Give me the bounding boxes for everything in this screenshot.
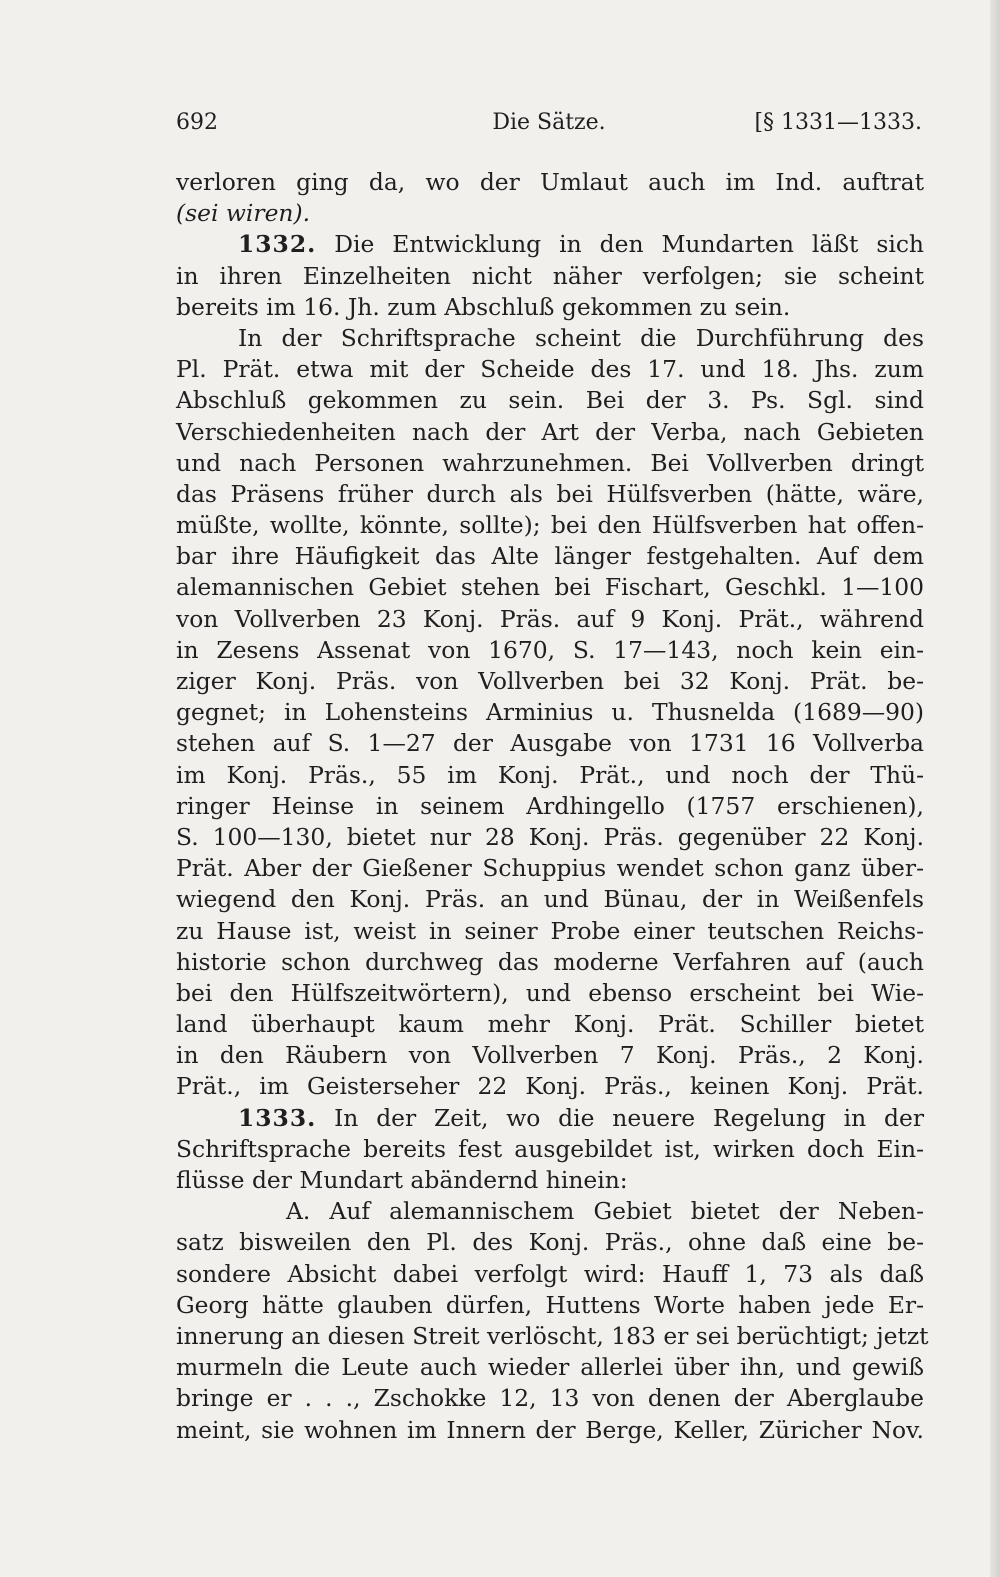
- text-line: [176, 167, 924, 198]
- text-line: [176, 666, 924, 697]
- line-text: In der Schriftsprache scheint die Durchführung des: [238, 323, 924, 352]
- text-line: [176, 1009, 924, 1040]
- text-line: [176, 604, 924, 635]
- line-text: Abschluß gekommen zu sein. Bei der 3. Ps. Sgl. sind: [176, 386, 924, 415]
- line-text: land überhaupt kaum mehr Konj. Prät. Schiller bietet: [176, 1010, 924, 1039]
- text-line: [176, 1134, 924, 1165]
- line-text: verloren ging da, wo der Umlaut auch im Ind. auftrat: [176, 168, 924, 196]
- section-range: [§ 1331—1333.: [754, 110, 922, 135]
- text-line: [176, 198, 924, 229]
- text-line: [176, 1321, 929, 1352]
- text-line: [176, 292, 924, 323]
- text-line: [176, 1040, 924, 1071]
- line-text: das Präsens früher durch als bei Hülfsverben (hätte, wäre,: [176, 479, 924, 508]
- page-edge: [990, 0, 1000, 1577]
- running-header: [176, 110, 922, 140]
- text-line: [176, 884, 924, 915]
- line-text: historie schon durchweg das moderne Verfahren auf (auch: [176, 947, 924, 976]
- line-text: Verschiedenheiten nach der Art der Verba, nach Gebieten: [176, 417, 924, 446]
- line-text: In der Zeit, wo die neuere Regelung in der: [316, 1103, 924, 1132]
- section-number: 1332.: [238, 230, 317, 259]
- text-line: [176, 385, 924, 416]
- line-text: in Zesens Assenat von 1670, S. 17—143, noch kein ein-: [176, 635, 924, 664]
- text-line: [176, 697, 924, 728]
- body-text: [176, 167, 929, 1446]
- text-line: [176, 728, 924, 759]
- line-text: Prät., im Geisterseher 22 Konj. Präs., keinen Konj. Prät.: [176, 1072, 924, 1101]
- page-number: 692: [176, 110, 218, 135]
- text-line: [176, 822, 924, 853]
- text-line: [176, 417, 924, 448]
- text-line: [176, 572, 924, 603]
- text-line: [176, 1227, 924, 1258]
- text-line: [176, 261, 924, 292]
- line-text: murmeln die Leute auch wieder allerlei über ihn, und gewiß: [176, 1353, 924, 1382]
- line-text: bereits im 16. Jh. zum Abschluß gekommen zu sein.: [176, 292, 791, 321]
- line-text: bei den Hülfszeitwörtern), und ebenso erscheint bei Wie-: [176, 978, 924, 1007]
- text-line: [176, 1290, 924, 1321]
- text-line: [176, 510, 924, 541]
- line-text: ringer Heinse in seinem Ardhingello (1757 erschienen),: [176, 791, 924, 820]
- line-text: wiegend den Konj. Präs. an und Bünau, der in Weißenfels: [176, 885, 924, 914]
- line-text: von Vollverben 23 Konj. Präs. auf 9 Konj. Prät., während: [176, 604, 924, 633]
- text-line: [176, 448, 924, 479]
- line-text: zu Hause ist, weist in seiner Probe einer teutschen Reichs-: [176, 916, 924, 945]
- text-line: [176, 1259, 924, 1290]
- line-text: alemannischen Gebiet stehen bei Fischart, Geschkl. 1—100: [176, 573, 924, 602]
- section-number: 1333.: [238, 1103, 317, 1132]
- text-line: [176, 1383, 924, 1414]
- line-text: Georg hätte glauben dürfen, Huttens Worte haben jede Er-: [176, 1290, 924, 1319]
- text-line: [176, 635, 924, 666]
- line-text: in ihren Einzelheiten nicht näher verfolgen; sie scheint: [176, 261, 924, 290]
- line-text: meint, sie wohnen im Innern der Berge, Keller, Züricher Nov.: [176, 1415, 924, 1444]
- text-line: [176, 1352, 924, 1383]
- line-text: A. Auf alemannischem Gebiet bietet der Neben-: [286, 1197, 924, 1226]
- text-line: [176, 479, 924, 510]
- text-line: [176, 1071, 924, 1102]
- line-text: gegnet; in Lohensteins Arminius u. Thusnelda (1689—90): [176, 698, 924, 727]
- text-line: [176, 791, 924, 822]
- line-text: bar ihre Häufigkeit das Alte länger festgehalten. Auf dem: [176, 542, 924, 571]
- text-line: [176, 323, 924, 354]
- text-line: [176, 853, 924, 884]
- line-text: Schriftsprache bereits fest ausgebildet ist, wirken doch Ein-: [176, 1134, 924, 1163]
- line-text: müßte, wollte, könnte, sollte); bei den Hülfsverben hat offen-: [176, 511, 924, 540]
- text-line: [176, 1415, 924, 1446]
- line-text: innerung an diesen Streit verlöscht, 183 er sei berüchtigt; jetzt: [176, 1321, 929, 1350]
- line-text: stehen auf S. 1—27 der Ausgabe von 1731 16 Vollverba: [176, 729, 924, 758]
- text-line: [176, 760, 924, 791]
- line-text: Pl. Prät. etwa mit der Scheide des 17. und 18. Jhs. zum: [176, 355, 924, 384]
- line-text: und nach Personen wahrzunehmen. Bei Vollverben dringt: [176, 448, 924, 477]
- line-text: S. 100—130, bietet nur 28 Konj. Präs. gegenüber 22 Konj.: [176, 822, 924, 851]
- running-title: Die Sätze.: [492, 110, 606, 135]
- line-text: satz bisweilen den Pl. des Konj. Präs., ohne daß eine be-: [176, 1228, 924, 1257]
- text-line: [176, 1103, 924, 1134]
- text-line: [176, 916, 924, 947]
- line-text: (sei wiren).: [176, 199, 311, 228]
- text-line: [176, 229, 924, 260]
- line-text: sondere Absicht dabei verfolgt wird: Hauff 1, 73 als daß: [176, 1259, 924, 1288]
- text-line: [176, 1165, 924, 1196]
- line-text: ziger Konj. Präs. von Vollverben bei 32 Konj. Prät. be-: [176, 667, 924, 695]
- text-line: [176, 978, 924, 1009]
- line-text: Die Entwicklung in den Mundarten läßt sich: [316, 230, 924, 259]
- line-text: bringe er . . ., Zschokke 12, 13 von denen der Aberglaube: [176, 1384, 924, 1413]
- text-line: [176, 541, 924, 572]
- line-text: in den Räubern von Vollverben 7 Konj. Präs., 2 Konj.: [176, 1041, 924, 1070]
- text-line: [176, 354, 924, 385]
- line-text: flüsse der Mundart abändernd hinein:: [176, 1166, 628, 1194]
- line-text: im Konj. Präs., 55 im Konj. Prät., und noch der Thü-: [176, 760, 924, 789]
- line-text: Prät. Aber der Gießener Schuppius wendet schon ganz über-: [176, 854, 924, 883]
- text-line: [176, 947, 924, 978]
- text-line: [176, 1196, 924, 1227]
